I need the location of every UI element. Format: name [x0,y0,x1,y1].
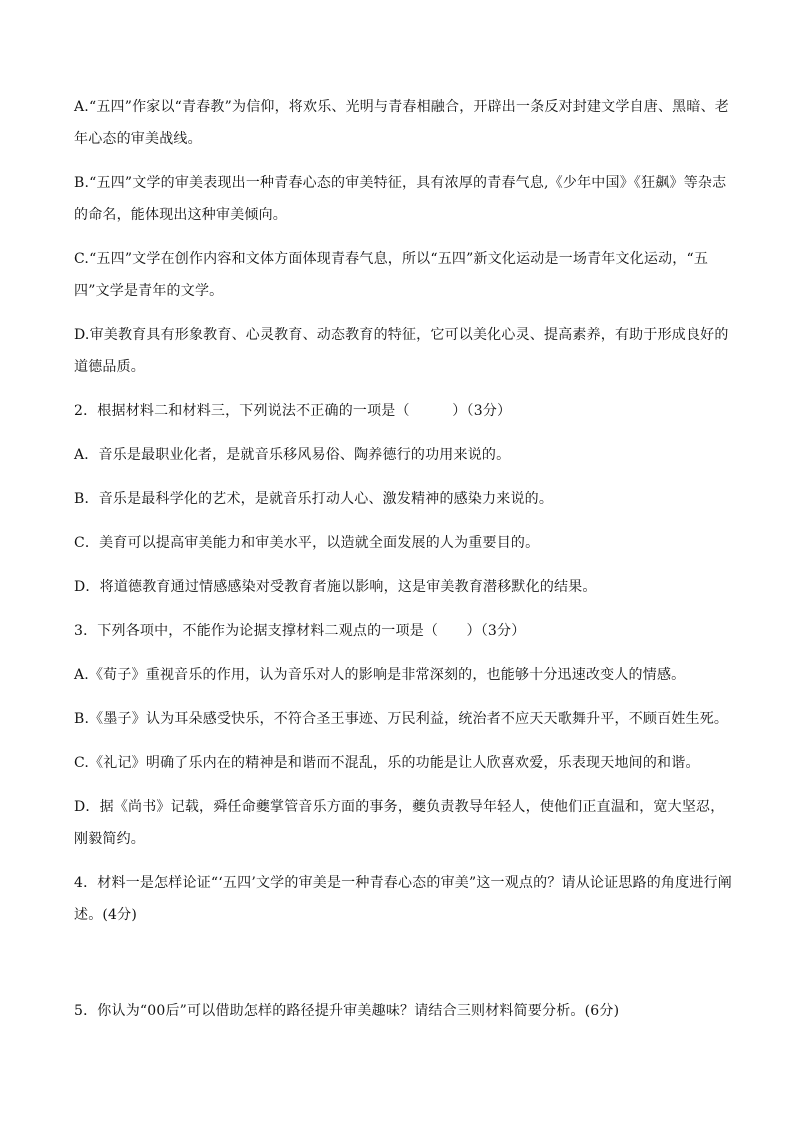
q3-option-c: C.《礼记》明确了乐内在的精神是和谐而不混乱，乐的功能是让人欣喜欢爱，乐表现天地间的和谐。 [74,755,700,771]
q3-option-d: D．据《尚书》记载，舜任命夔掌管音乐方面的事务，夔负责教导年轻人，使他们正直温和，宽大坚忍，刚毅简约。 [74,799,725,847]
q2-option-d: D．将道德教育通过情感感染对受教育者施以影响，这是审美教育潜移默化的结果。 [74,579,597,595]
q4-stem: 4．材料一是怎样论证“‘五四’文学的审美是一种青春心态的审美”这一观点的？请从论证思路的角度进行阐述。(4分) [74,875,732,923]
q2-option-a: A．音乐是最职业化者，是就音乐移风易俗、陶养德行的功用来说的。 [74,447,511,463]
q3-option-a: A.《荀子》重视音乐的作用，认为音乐对人的影响是非常深刻的，也能够十分迅速改变人的情感。 [74,667,686,683]
q1-option-d: D.审美教育具有形象教育、心灵教育、动态教育的特征，它可以美化心灵、提高素养，有助于形成良好的道德品质。 [74,327,729,375]
q1-option-c: C.“五四”文学在创作内容和文体方面体现青春气息，所以“五四”新文化运动是一场青年文化运动，“五四”文学是青年的文学。 [74,251,709,299]
q3-stem: 3．下列各项中，不能作为论据支撑材料二观点的一项是（ ）（3分） [74,623,526,639]
q1-option-a: A.“五四”作家以“青春教”为信仰，将欢乐、光明与青春相融合，开辟出一条反对封建文学自唐、黑暗、老年心态的审美战线。 [74,99,729,147]
q3-option-b: B.《墨子》认为耳朵感受快乐，不符合圣王事迹、万民利益，统治者不应天天歌舞升平，不顾百姓生死。 [74,711,729,727]
q2-option-b: B．音乐是最科学化的艺术，是就音乐打动人心、激发精神的感染力来说的。 [74,491,554,507]
document-page [74,91,734,1039]
q4-answer-space [74,943,734,995]
q5-stem: 5．你认为“00后”可以借助怎样的路径提升审美趣味？请结合三则材料简要分析。(6分) [74,1003,620,1019]
q2-stem: 2．根据材料二和材料三，下列说法不正确的一项是（ ）（3分） [74,403,512,419]
q2-option-c: C．美育可以提高审美能力和审美水平，以造就全面发展的人为重要目的。 [74,535,540,551]
q1-option-b: B.“五四”文学的审美表现出一种青春心态的审美特征，具有浓厚的青春气息,《少年中国》《狂飙》等杂志的命名，能体现出这种审美倾向。 [74,175,727,223]
